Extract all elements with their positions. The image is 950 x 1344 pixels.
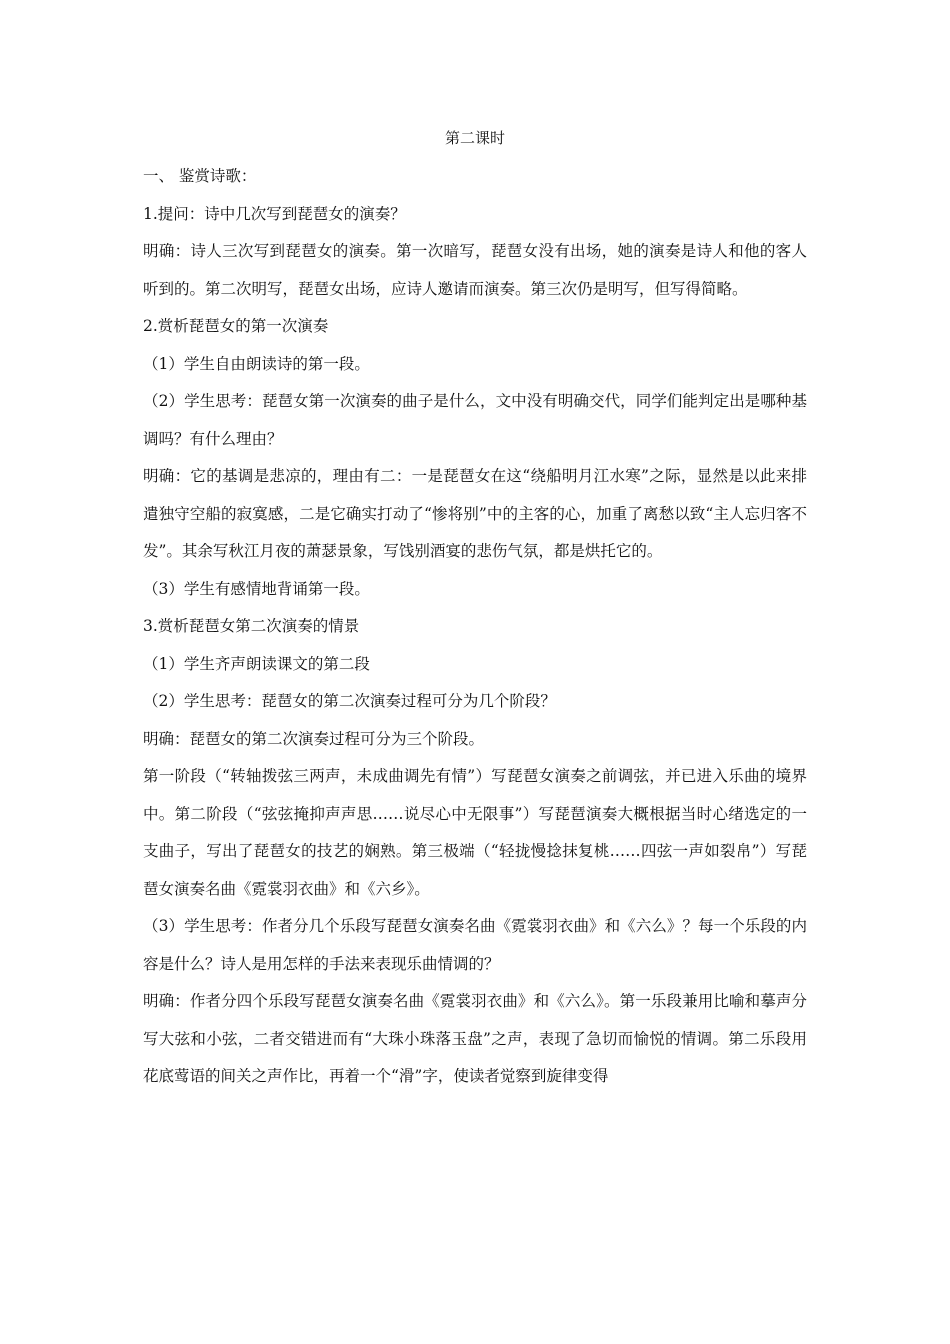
step-2-3: （3）学生有感情地背诵第一段。	[143, 579, 370, 598]
subheading-3: 3.赏析琵琶女第二次演奏的情景	[143, 617, 360, 635]
answer-1: 明确：诗人三次写到琵琶女的演奏。第一次暗写，琵琶女没有出场，她的演奏是诗人和他的客人听到的。第二次明写，琵琶女出场，应诗人邀请而演奏。第三次仍是明写，但写得简略。	[143, 242, 807, 298]
subheading-2: 2.赏析琵琶女的第一次演奏	[143, 317, 329, 335]
answer-2: 明确：它的基调是悲凉的，理由有二：一是琵琶女在这“绕船明月江水寒”之际，显然是以此来排遣独守空船的寂寞感，二是它确实打动了“惨将别”中的主客的心，加重了离愁以致“主人忘归客不发”。其余写秋江月夜的萧瑟景象，写饯别酒宴的悲伤气氛，都是烘托它的。	[143, 467, 807, 560]
step-2-1: （1）学生自由朗读诗的第一段。	[143, 354, 370, 373]
section-heading: 一、 鉴赏诗歌：	[143, 167, 257, 185]
answer-3-2: 明确：琵琶女的第二次演奏过程可分为三个阶段。	[143, 729, 485, 748]
step-3-3: （3）学生思考：作者分几个乐段写琵琶女演奏名曲《霓裳羽衣曲》和《六么》？每一个乐段的内容是什么？诗人是用怎样的手法来表现乐曲情调的？	[143, 917, 807, 973]
stages-paragraph: 第一阶段（“转轴拨弦三两声，未成曲调先有情”）写琵琶女演奏之前调弦，并已进入乐曲的境界中。第二阶段（“弦弦掩抑声声思……说尽心中无限事”）写琵琶演奏大概根据当时心绪选定的一支曲子，写出了琵琶女的技艺的娴熟。第三极端（“轻拢慢捻抹复桃……四弦一声如裂帛”）写琵琶女演奏名曲《霓裳羽衣曲》和《六乡》。	[143, 767, 807, 898]
step-2-2: （2）学生思考：琵琶女第一次演奏的曲子是什么，文中没有明确交代，同学们能判定出是哪种基调吗？有什么理由？	[143, 392, 807, 448]
question-1: 1.提问：诗中几次写到琵琶女的演奏？	[143, 204, 406, 223]
step-3-2: （2）学生思考：琵琶女的第二次演奏过程可分为几个阶段？	[143, 692, 556, 710]
step-3-1: （1）学生齐声朗读课文的第二段	[143, 654, 370, 673]
page-title: 第二课时	[444, 129, 505, 147]
answer-3-3: 明确：作者分四个乐段写琵琶女演奏名曲《霓裳羽衣曲》和《六么》。第一乐段兼用比喻和摹声分写大弦和小弦，二者交错进而有“大珠小珠落玉盘”之声，表现了急切而愉悦的情调。第二乐段用花底莺语的间关之声作比，再着一个“滑”字，使读者觉察到旋律变得	[143, 992, 807, 1085]
document-body	[143, 158, 807, 1096]
